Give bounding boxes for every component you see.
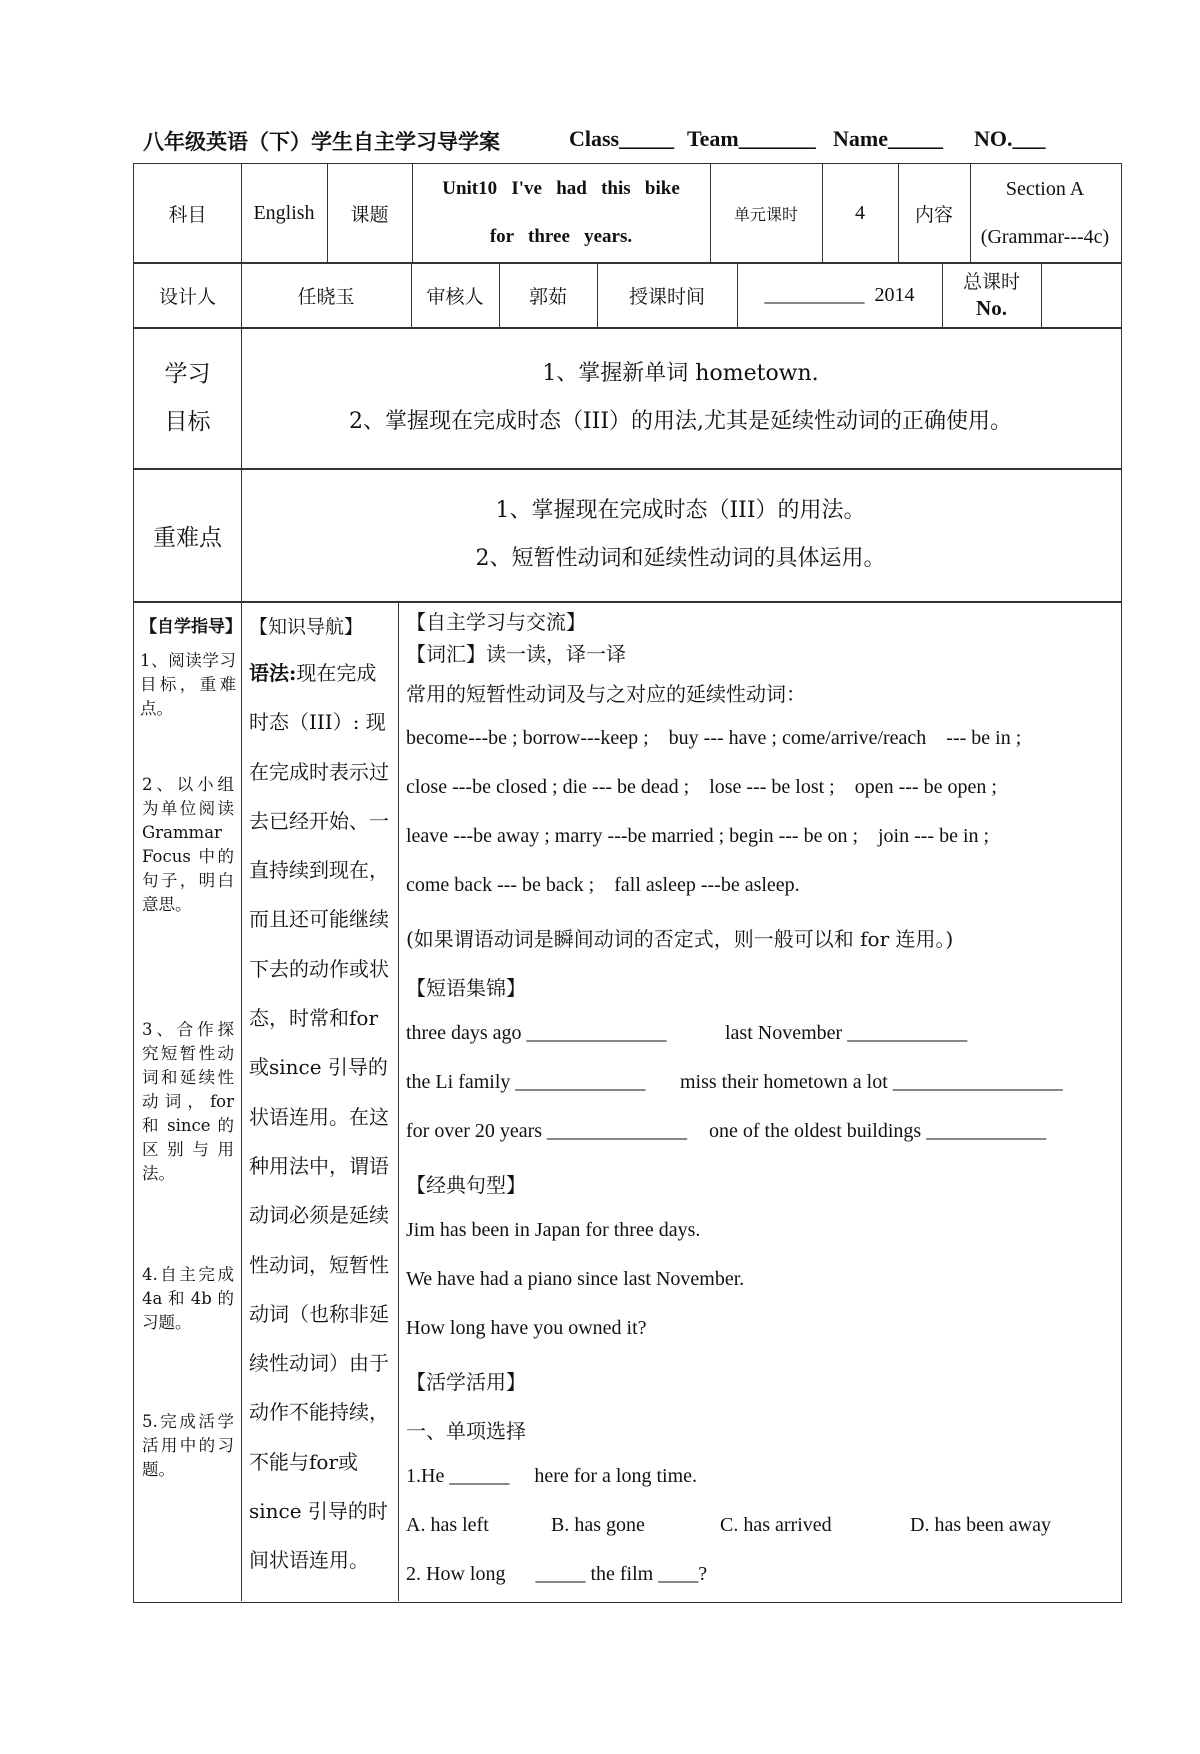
topic-value	[412, 164, 710, 262]
question-2: 2. How long _____ the film ____?	[406, 1563, 708, 1585]
phrase-item: miss their hometown a lot _________________	[680, 1071, 1063, 1093]
phrase-item: last November ____________	[725, 1022, 968, 1044]
knowledge-lead: 语法:	[249, 661, 297, 685]
goals-label-line-1: 学习	[164, 361, 211, 387]
topic-label: 课题	[350, 203, 389, 226]
phrase-item: one of the oldest buildings ____________	[709, 1120, 1047, 1142]
question-1: 1.He ______ here for a long time.	[406, 1465, 698, 1487]
reviewer-label: 审核人	[426, 285, 484, 308]
key-points-label: 重难点	[153, 524, 222, 551]
no-field: NO.___	[974, 126, 1046, 151]
goals-label-line-2: 目标	[164, 409, 211, 435]
vocab-intro: 常用的短暂性动词及与之对应的延续性动词：	[406, 682, 806, 706]
guide-step: 4.自主完成 4a 和 4b 的习题。	[142, 1265, 234, 1332]
vocab-line: come back --- be back ; fall asleep ---be asleep.	[406, 874, 800, 896]
knowledge-heading: 【知识导航】	[249, 616, 364, 638]
content-value	[970, 164, 1120, 262]
key-points-row	[133, 468, 1122, 603]
designer-label: 设计人	[158, 285, 216, 308]
class-field: Class_____	[569, 126, 675, 151]
q1-option-d: D. has been away	[910, 1514, 1052, 1536]
vocab-line: close ---be closed ; die --- be dead ; lose --- be lost ; open --- be open ;	[406, 776, 997, 798]
subject-value: English	[253, 201, 315, 224]
q1-option-c: C. has arrived	[720, 1514, 832, 1536]
topic-line-1: Unit10 I've had this bike	[442, 178, 680, 199]
key-point-item: 1、掌握现在完成时态（III）的用法。	[495, 498, 866, 523]
goals-content	[241, 328, 1120, 468]
vocab-heading: 【词汇】读一读，译一译	[406, 642, 626, 666]
document-header	[143, 122, 1083, 156]
phrase-item: three days ago ______________	[406, 1022, 667, 1044]
phrases-heading: 【短语集锦】	[406, 976, 526, 1000]
total-no-label: No.	[976, 296, 1007, 320]
knowledge-column	[249, 612, 392, 1586]
practice-heading: 【活学活用】	[406, 1370, 526, 1394]
vocab-line: become---be ; borrow---keep ; buy --- have ; come/arrive/reach --- be in ;	[406, 727, 1022, 749]
guide-heading: 【自学指导】	[140, 617, 242, 637]
guide-column	[140, 612, 242, 721]
knowledge-body	[249, 649, 392, 1586]
goal-item: 1、掌握新单词 hometown.	[542, 361, 819, 386]
total-hours-label: 总课时	[962, 271, 1020, 293]
study-heading: 【自主学习与交流】	[406, 610, 586, 634]
sentence-item: Jim has been in Japan for three days.	[406, 1219, 701, 1241]
topic-line-2: for three years.	[489, 226, 633, 247]
content-label: 内容	[914, 203, 953, 226]
teach-time-value: __________ 2014	[764, 283, 915, 306]
subject-label: 科目	[168, 203, 207, 226]
guide-step: 1、阅读学习目标，重难点。	[140, 651, 236, 718]
key-point-item: 2、短暂性动词和延续性动词的具体运用。	[475, 546, 886, 571]
info-row-1	[133, 163, 1122, 264]
sentence-item: How long have you owned it?	[406, 1317, 647, 1339]
guide-step: 3、合作探究短暂性动词和延续性动词，for 和 since 的区别与用法。	[142, 1020, 234, 1183]
phrase-item: for over 20 years ______________	[406, 1120, 688, 1142]
goals-row	[133, 327, 1122, 470]
document-title: 八年级英语（下）学生自主学习导学案	[143, 129, 500, 154]
q1-option-b: B. has gone	[551, 1514, 645, 1536]
goal-item: 2、掌握现在完成时态（III）的用法,尤其是延续性动词的正确使用。	[348, 409, 1013, 434]
section-one-heading: 一、单项选择	[406, 1419, 526, 1443]
name-field: Name_____	[833, 126, 943, 151]
guide-step: 2、以小组为单位阅读 Grammar Focus 中的句子，明白意思。	[142, 775, 234, 914]
sentences-heading: 【经典句型】	[406, 1173, 526, 1197]
content-line-2: (Grammar---4c)	[980, 226, 1110, 248]
phrase-item: the Li family _____________	[406, 1071, 646, 1093]
vocab-line: leave ---be away ; marry ---be married ; begin --- be on ; join --- be in ;	[406, 825, 990, 847]
teach-time-label: 授课时间	[628, 285, 705, 308]
vocab-note: (如果谓语动词是瞬间动词的否定式，则一般可以和 for 连用。)	[406, 927, 954, 951]
guide-step: 5.完成活学活用中的习题。	[142, 1412, 234, 1479]
key-points-content	[241, 469, 1120, 601]
knowledge-text: 现在完成时态（III）: 现在完成时表示过去已经开始、一直持续到现在，而且还可能继续下去的动作或状态，时常和for或since 引导的状语连用。在这种用法中，谓语动词必须是延续性动词，短暂性动词（也称非延续性动词）由于动作不能持续，不能与for或since 引导的时间状语连用。	[249, 661, 389, 1573]
q1-option-a: A. has left	[406, 1514, 489, 1536]
total-hours-cell	[942, 263, 1041, 327]
unit-hours-value: 4	[855, 201, 865, 224]
content-line-1: Section A	[1005, 178, 1085, 200]
sentence-item: We have had a piano since last November.	[406, 1268, 745, 1290]
designer-value: 任晓玉	[297, 285, 355, 308]
goals-label	[134, 328, 241, 468]
team-field: Team_______	[687, 126, 816, 151]
info-row-2	[133, 262, 1122, 329]
unit-hours-label: 单元课时	[733, 204, 798, 224]
reviewer-value: 郭茹	[528, 285, 567, 308]
